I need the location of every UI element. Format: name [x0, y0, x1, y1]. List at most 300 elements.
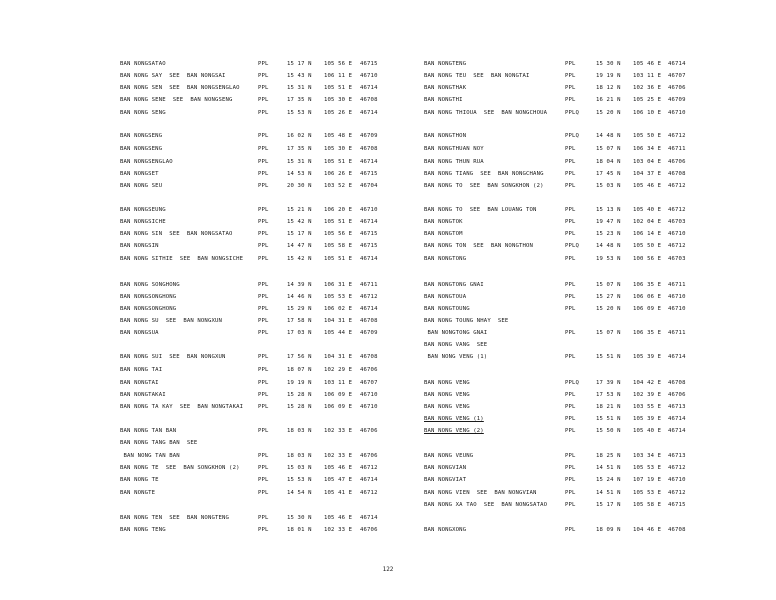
latitude: 19 47 N — [596, 219, 621, 225]
feature-type: PPL — [258, 490, 269, 496]
longitude: 102 36 E — [633, 85, 662, 91]
longitude: 106 11 E — [324, 73, 353, 79]
longitude: 105 39 E — [633, 416, 662, 422]
feature-type: PPL — [258, 330, 269, 336]
map-sheet-code: 46713 — [668, 404, 686, 410]
feature-type: PPL — [258, 256, 269, 262]
feature-type: PPL — [565, 97, 576, 103]
place-name: BAN NONGSUA — [120, 330, 159, 336]
place-name: BAN NONG SU SEE BAN NONGXUN — [120, 318, 223, 324]
longitude: 105 46 E — [633, 61, 662, 67]
place-name: BAN NONGSATAO — [120, 61, 166, 67]
feature-type: PPL — [565, 159, 576, 165]
map-sheet-code: 46714 — [360, 515, 378, 521]
place-name: BAN NONG SUI SEE BAN NONGXUN — [120, 354, 226, 360]
longitude: 105 26 E — [324, 110, 353, 116]
map-sheet-code: 46715 — [360, 171, 378, 177]
map-sheet-code: 46712 — [360, 465, 378, 471]
longitude: 105 56 E — [324, 231, 353, 237]
map-sheet-code: 46711 — [668, 282, 686, 288]
longitude: 105 30 E — [324, 97, 353, 103]
place-name: BAN NONG TEU SEE BAN NONGTAI — [424, 73, 530, 79]
latitude: 18 09 N — [596, 527, 621, 533]
longitude: 103 11 E — [633, 73, 662, 79]
place-name: BAN NONGSENGLAO — [120, 159, 173, 165]
longitude: 102 04 E — [633, 219, 662, 225]
latitude: 15 28 N — [287, 392, 312, 398]
map-sheet-code: 46710 — [360, 73, 378, 79]
latitude: 18 03 N — [287, 428, 312, 434]
place-name: BAN NONG TOUNG NHAY SEE — [424, 318, 509, 324]
longitude: 105 50 E — [633, 243, 662, 249]
place-name: BAN NONG TANG BAN SEE — [120, 440, 198, 446]
feature-type: PPL — [258, 73, 269, 79]
latitude: 18 07 N — [287, 367, 312, 373]
place-name: BAN NONG TAN BAN — [120, 428, 177, 434]
place-name: BAN NONG THUN RUA — [424, 159, 484, 165]
map-sheet-code: 46708 — [360, 318, 378, 324]
longitude: 106 31 E — [324, 282, 353, 288]
feature-type: PPL — [258, 171, 269, 177]
place-name: BAN NONGTONG GNAI — [424, 282, 484, 288]
place-name: BAN NONGSONGHONG — [120, 294, 177, 300]
place-name: BAN NONGTHUAN NOY — [424, 146, 484, 152]
map-sheet-code: 46710 — [668, 231, 686, 237]
place-name: BAN NONG SIN SEE BAN NONGSATAO — [120, 231, 233, 237]
longitude: 106 34 E — [633, 146, 662, 152]
longitude: 105 25 E — [633, 97, 662, 103]
longitude: 103 52 E — [324, 183, 353, 189]
map-sheet-code: 46709 — [360, 330, 378, 336]
latitude: 18 21 N — [596, 404, 621, 410]
map-sheet-code: 46715 — [668, 502, 686, 508]
place-name: BAN NONG TON SEE BAN NONGTHON — [424, 243, 534, 249]
map-sheet-code: 46714 — [360, 110, 378, 116]
feature-type: PPLQ — [565, 243, 580, 249]
longitude: 106 10 E — [633, 110, 662, 116]
latitude: 17 39 N — [596, 380, 621, 386]
latitude: 15 27 N — [596, 294, 621, 300]
longitude: 104 46 E — [633, 527, 662, 533]
place-name: BAN NONGTONG GNAI — [424, 330, 488, 336]
latitude: 15 20 N — [596, 306, 621, 312]
latitude: 15 28 N — [287, 404, 312, 410]
longitude: 105 46 E — [324, 465, 353, 471]
map-sheet-code: 46706 — [360, 527, 378, 533]
map-sheet-code: 46710 — [360, 207, 378, 213]
latitude: 20 30 N — [287, 183, 312, 189]
longitude: 105 40 E — [633, 207, 662, 213]
latitude: 15 07 N — [596, 146, 621, 152]
map-sheet-code: 46710 — [668, 477, 686, 483]
place-name: BAN NONG TE SEE BAN SONGKHON (2) — [120, 465, 240, 471]
longitude: 105 50 E — [633, 133, 662, 139]
place-name: BAN NONG TE — [120, 477, 159, 483]
map-sheet-code: 46714 — [360, 306, 378, 312]
place-name: BAN NONG VENG — [424, 380, 470, 386]
map-sheet-code: 46706 — [668, 85, 686, 91]
map-sheet-code: 46706 — [668, 392, 686, 398]
latitude: 14 54 N — [287, 490, 312, 496]
place-name: BAN NONGTENG — [424, 61, 467, 67]
place-name: BAN NONG VIEN SEE BAN NONGVIAN — [424, 490, 537, 496]
latitude: 15 21 N — [287, 207, 312, 213]
feature-type: PPL — [258, 294, 269, 300]
map-sheet-code: 46708 — [668, 380, 686, 386]
map-sheet-code: 46708 — [668, 171, 686, 177]
longitude: 102 33 E — [324, 428, 353, 434]
place-name: BAN NONG THIOUA SEE BAN NONGCHOUA — [424, 110, 548, 116]
longitude: 106 09 E — [324, 404, 353, 410]
place-name: BAN NONGTHAK — [424, 85, 467, 91]
map-sheet-code: 46711 — [360, 282, 378, 288]
place-name: BAN NONG VENG (1) — [424, 354, 488, 360]
feature-type: PPL — [565, 392, 576, 398]
longitude: 102 29 E — [324, 367, 353, 373]
latitude: 19 53 N — [596, 256, 621, 262]
map-sheet-code: 46712 — [668, 490, 686, 496]
place-name: BAN NONG VENG (2) — [424, 428, 484, 434]
feature-type: PPL — [565, 256, 576, 262]
feature-type: PPL — [565, 453, 576, 459]
place-name: BAN NONGSEUNG — [120, 207, 166, 213]
longitude: 105 46 E — [324, 515, 353, 521]
place-name: BAN NONGTOK — [424, 219, 463, 225]
longitude: 103 04 E — [633, 159, 662, 165]
map-sheet-code: 46706 — [360, 428, 378, 434]
latitude: 15 51 N — [596, 416, 621, 422]
feature-type: PPL — [565, 465, 576, 471]
latitude: 14 39 N — [287, 282, 312, 288]
place-name: BAN NONG TIANG SEE BAN NONGCHANG — [424, 171, 544, 177]
place-name: BAN NONGVIAN — [424, 465, 467, 471]
latitude: 15 42 N — [287, 256, 312, 262]
latitude: 14 51 N — [596, 490, 621, 496]
place-name: BAN NONG SAY SEE BAN NONGSAI — [120, 73, 226, 79]
map-sheet-code: 46703 — [668, 256, 686, 262]
longitude: 105 46 E — [633, 183, 662, 189]
feature-type: PPL — [565, 294, 576, 300]
latitude: 18 12 N — [596, 85, 621, 91]
map-sheet-code: 46712 — [360, 294, 378, 300]
feature-type: PPL — [258, 306, 269, 312]
longitude: 106 02 E — [324, 306, 353, 312]
latitude: 17 56 N — [287, 354, 312, 360]
place-name: BAN NONGTOM — [424, 231, 463, 237]
feature-type: PPL — [258, 354, 269, 360]
feature-type: PPL — [258, 146, 269, 152]
feature-type: PPL — [258, 159, 269, 165]
feature-type: PPL — [258, 183, 269, 189]
longitude: 106 06 E — [633, 294, 662, 300]
place-name: BAN NONG SEU — [120, 183, 163, 189]
feature-type: PPL — [258, 243, 269, 249]
latitude: 16 21 N — [596, 97, 621, 103]
map-sheet-code: 46709 — [668, 97, 686, 103]
place-name: BAN NONG SITHIE SEE BAN NONGSICHE — [120, 256, 244, 262]
place-name: BAN NONGTOUA — [424, 294, 467, 300]
longitude: 104 42 E — [633, 380, 662, 386]
longitude: 105 53 E — [324, 294, 353, 300]
map-sheet-code: 46714 — [668, 61, 686, 67]
place-name: BAN NONGSENG — [120, 133, 163, 139]
place-name: BAN NONG TAI — [120, 367, 163, 373]
map-sheet-code: 46711 — [668, 146, 686, 152]
longitude: 106 09 E — [633, 306, 662, 312]
feature-type: PPL — [258, 231, 269, 237]
place-name: BAN NONG SENG — [120, 110, 166, 116]
feature-type: PPL — [565, 61, 576, 67]
feature-type: PPL — [258, 392, 269, 398]
feature-type: PPL — [258, 61, 269, 67]
map-sheet-code: 46703 — [668, 219, 686, 225]
feature-type: PPL — [258, 515, 269, 521]
place-name: BAN NONGTAI — [120, 380, 159, 386]
longitude: 105 58 E — [633, 502, 662, 508]
map-sheet-code: 46714 — [360, 159, 378, 165]
feature-type: PPL — [565, 85, 576, 91]
longitude: 103 11 E — [324, 380, 353, 386]
map-sheet-code: 46704 — [360, 183, 378, 189]
place-name: BAN NONG TO SEE BAN LOUANG TON — [424, 207, 537, 213]
latitude: 18 25 N — [596, 453, 621, 459]
longitude: 105 51 E — [324, 159, 353, 165]
feature-type: PPL — [565, 171, 576, 177]
latitude: 15 53 N — [287, 477, 312, 483]
map-sheet-code: 46712 — [360, 490, 378, 496]
latitude: 16 02 N — [287, 133, 312, 139]
map-sheet-code: 46708 — [360, 146, 378, 152]
feature-type: PPLQ — [565, 133, 580, 139]
latitude: 15 07 N — [596, 282, 621, 288]
latitude: 17 45 N — [596, 171, 621, 177]
longitude: 105 39 E — [633, 354, 662, 360]
longitude: 105 53 E — [633, 465, 662, 471]
map-sheet-code: 46706 — [360, 367, 378, 373]
longitude: 106 09 E — [324, 392, 353, 398]
map-sheet-code: 46710 — [668, 306, 686, 312]
feature-type: PPL — [258, 465, 269, 471]
longitude: 103 34 E — [633, 453, 662, 459]
place-name: BAN NONGTHI — [424, 97, 463, 103]
latitude: 14 48 N — [596, 243, 621, 249]
map-sheet-code: 46708 — [668, 527, 686, 533]
longitude: 105 40 E — [633, 428, 662, 434]
feature-type: PPL — [565, 146, 576, 152]
longitude: 105 30 E — [324, 146, 353, 152]
map-sheet-code: 46712 — [668, 207, 686, 213]
longitude: 104 31 E — [324, 318, 353, 324]
feature-type: PPL — [565, 330, 576, 336]
longitude: 106 35 E — [633, 330, 662, 336]
place-name: BAN NONG SONGHONG — [120, 282, 180, 288]
place-name: BAN NONG TEN SEE BAN NONGTENG — [120, 515, 230, 521]
place-name: BAN NONGSENG — [120, 146, 163, 152]
place-name: BAN NONG TA KAY SEE BAN NONGTAKAI — [120, 404, 244, 410]
feature-type: PPL — [258, 97, 269, 103]
feature-type: PPL — [565, 490, 576, 496]
latitude: 15 17 N — [287, 61, 312, 67]
feature-type: PPL — [258, 282, 269, 288]
feature-type: PPL — [565, 502, 576, 508]
place-name: BAN NONGTE — [120, 490, 156, 496]
map-sheet-code: 46710 — [360, 392, 378, 398]
longitude: 106 20 E — [324, 207, 353, 213]
place-name: BAN NONG SEN SEE BAN NONGSENGLAO — [120, 85, 240, 91]
feature-type: PPL — [565, 306, 576, 312]
map-sheet-code: 46714 — [360, 85, 378, 91]
map-sheet-code: 46710 — [668, 294, 686, 300]
latitude: 15 23 N — [596, 231, 621, 237]
latitude: 15 43 N — [287, 73, 312, 79]
map-sheet-code: 46713 — [668, 453, 686, 459]
map-sheet-code: 46712 — [668, 183, 686, 189]
longitude: 105 51 E — [324, 256, 353, 262]
longitude: 105 41 E — [324, 490, 353, 496]
feature-type: PPL — [565, 207, 576, 213]
place-name: BAN NONG TO SEE BAN SONGKHON (2) — [424, 183, 544, 189]
map-sheet-code: 46714 — [360, 219, 378, 225]
latitude: 17 58 N — [287, 318, 312, 324]
feature-type: PPL — [258, 428, 269, 434]
map-sheet-code: 46715 — [360, 231, 378, 237]
map-sheet-code: 46706 — [360, 453, 378, 459]
feature-type: PPL — [565, 416, 576, 422]
feature-type: PPL — [258, 207, 269, 213]
map-sheet-code: 46715 — [360, 61, 378, 67]
latitude: 15 03 N — [596, 183, 621, 189]
latitude: 15 53 N — [287, 110, 312, 116]
feature-type: PPL — [565, 354, 576, 360]
map-sheet-code: 46714 — [360, 477, 378, 483]
longitude: 105 51 E — [324, 85, 353, 91]
map-sheet-code: 46710 — [668, 110, 686, 116]
map-sheet-code: 46714 — [668, 354, 686, 360]
latitude: 17 35 N — [287, 146, 312, 152]
place-name: BAN NONG TAN BAN — [120, 453, 180, 459]
longitude: 103 55 E — [633, 404, 662, 410]
feature-type: PPL — [565, 231, 576, 237]
map-sheet-code: 46712 — [668, 243, 686, 249]
feature-type: PPLQ — [565, 110, 580, 116]
place-name: BAN NONG XA TAO SEE BAN NONGSATAO — [424, 502, 548, 508]
latitude: 17 35 N — [287, 97, 312, 103]
place-name: BAN NONG TENG — [120, 527, 166, 533]
feature-type: PPL — [565, 73, 576, 79]
feature-type: PPL — [565, 219, 576, 225]
longitude: 102 39 E — [633, 392, 662, 398]
latitude: 14 51 N — [596, 465, 621, 471]
map-sheet-code: 46707 — [360, 380, 378, 386]
latitude: 14 48 N — [596, 133, 621, 139]
feature-type: PPL — [565, 527, 576, 533]
latitude: 15 30 N — [596, 61, 621, 67]
feature-type: PPL — [258, 380, 269, 386]
feature-type: PPL — [258, 367, 269, 373]
map-sheet-code: 46706 — [668, 159, 686, 165]
place-name: BAN NONG VENG — [424, 404, 470, 410]
latitude: 14 47 N — [287, 243, 312, 249]
place-name: BAN NONGSONGHONG — [120, 306, 177, 312]
latitude: 17 53 N — [596, 392, 621, 398]
latitude: 18 03 N — [287, 453, 312, 459]
latitude: 15 03 N — [287, 465, 312, 471]
longitude: 107 19 E — [633, 477, 662, 483]
feature-type: PPL — [565, 404, 576, 410]
latitude: 17 03 N — [287, 330, 312, 336]
feature-type: PPL — [258, 133, 269, 139]
place-name: BAN NONGTOUNG — [424, 306, 470, 312]
latitude: 15 17 N — [287, 231, 312, 237]
longitude: 106 35 E — [633, 282, 662, 288]
feature-type: PPL — [565, 282, 576, 288]
feature-type: PPL — [258, 453, 269, 459]
place-name: BAN NONGTONG — [424, 256, 467, 262]
map-sheet-code: 46709 — [360, 133, 378, 139]
latitude: 18 01 N — [287, 527, 312, 533]
place-name: BAN NONGSICHE — [120, 219, 166, 225]
map-sheet-code: 46714 — [668, 416, 686, 422]
place-name: BAN NONGTAKAI — [120, 392, 166, 398]
page-number: 122 — [382, 566, 394, 573]
place-name: BAN NONG VEUNG — [424, 453, 474, 459]
latitude: 15 20 N — [596, 110, 621, 116]
feature-type: PPL — [258, 110, 269, 116]
place-name: BAN NONGTHON — [424, 133, 467, 139]
longitude: 104 37 E — [633, 171, 662, 177]
map-sheet-code: 46711 — [668, 330, 686, 336]
latitude: 15 31 N — [287, 159, 312, 165]
map-sheet-code: 46712 — [668, 133, 686, 139]
latitude: 15 50 N — [596, 428, 621, 434]
feature-type: PPL — [258, 85, 269, 91]
latitude: 19 19 N — [287, 380, 312, 386]
latitude: 14 46 N — [287, 294, 312, 300]
map-sheet-code: 46714 — [668, 428, 686, 434]
feature-type: PPLQ — [565, 380, 580, 386]
longitude: 100 56 E — [633, 256, 662, 262]
longitude: 105 53 E — [633, 490, 662, 496]
map-sheet-code: 46708 — [360, 354, 378, 360]
feature-type: PPL — [258, 477, 269, 483]
map-sheet-code: 46708 — [360, 97, 378, 103]
place-name: BAN NONG SENE SEE BAN NONGSENG — [120, 97, 233, 103]
latitude: 15 30 N — [287, 515, 312, 521]
place-name: BAN NONGSIN — [120, 243, 159, 249]
place-name: BAN NONG VANG SEE — [424, 342, 488, 348]
feature-type: PPL — [258, 318, 269, 324]
longitude: 105 56 E — [324, 61, 353, 67]
map-sheet-code: 46715 — [360, 243, 378, 249]
longitude: 105 48 E — [324, 133, 353, 139]
longitude: 105 58 E — [324, 243, 353, 249]
place-name: BAN NONGSET — [120, 171, 159, 177]
feature-type: PPL — [258, 404, 269, 410]
feature-type: PPL — [565, 477, 576, 483]
longitude: 106 26 E — [324, 171, 353, 177]
map-sheet-code: 46710 — [360, 404, 378, 410]
latitude: 15 31 N — [287, 85, 312, 91]
map-sheet-code: 46707 — [668, 73, 686, 79]
latitude: 14 53 N — [287, 171, 312, 177]
latitude: 19 19 N — [596, 73, 621, 79]
feature-type: PPL — [258, 219, 269, 225]
place-name: BAN NONGXONG — [424, 527, 467, 533]
longitude: 104 31 E — [324, 354, 353, 360]
map-sheet-code: 46714 — [360, 256, 378, 262]
latitude: 18 04 N — [596, 159, 621, 165]
feature-type: PPL — [565, 428, 576, 434]
